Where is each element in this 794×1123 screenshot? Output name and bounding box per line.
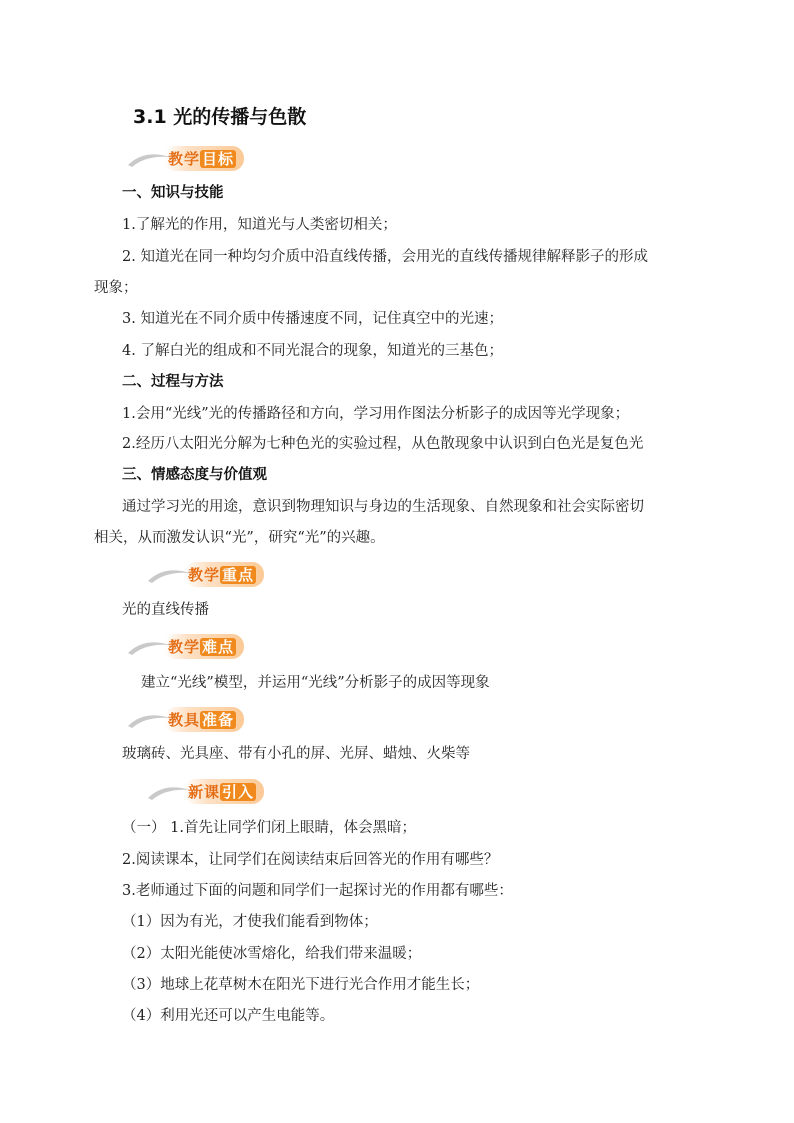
section-label: 教学 目标 (164, 146, 244, 171)
paragraph: 2. 知道光在同一种均匀介质中沿直线传播，会用光的直线传播规律解释影子的形成 (122, 249, 648, 265)
section-label: 教学 重点 (184, 562, 264, 587)
swoosh-icon (146, 780, 192, 802)
swoosh-icon (126, 635, 172, 657)
section-banner-key (146, 561, 264, 587)
paragraph: （3）地球上花草树木在阳光下进行光合作用才能生长； (122, 977, 480, 993)
paragraph: 3. 知道光在不同介质中传播速度不同，记住真空中的光速； (122, 311, 503, 327)
paragraph: 相关，从而激发认识“光”，研究“光”的兴趣。 (94, 530, 385, 546)
section-label: 教学 难点 (164, 634, 244, 659)
section-banner-tools (126, 706, 244, 732)
paragraph: 3.老师通过下面的问题和同学们一起探讨光的作用都有哪些： (122, 883, 513, 899)
section-banner-intro (146, 778, 264, 804)
swoosh-icon (146, 563, 192, 585)
paragraph: 玻璃砖、光具座、带有小孔的屏、光屏、蜡烛、火柴等 (122, 746, 470, 762)
paragraph: （4）利用光还可以产生电能等。 (122, 1008, 335, 1024)
heading-knowledge: 一、知识与技能 (122, 185, 224, 201)
paragraph: 通过学习光的用途，意识到物理知识与身边的生活现象、自然现象和社会实际密切 (122, 499, 644, 515)
paragraph: 4. 了解白光的组成和不同光混合的现象，知道光的三基色； (122, 343, 503, 359)
paragraph: 2.经历八太阳光分解为七种色光的实验过程，从色散现象中认识到白色光是复色光 (122, 436, 644, 452)
paragraph: （2）太阳光能使冰雪熔化，给我们带来温暖； (122, 946, 422, 962)
paragraph: 2.阅读课本，让同学们在阅读结束后回答光的作用有哪些？ (122, 852, 499, 868)
paragraph: （一） 1.首先让同学们闭上眼睛，体会黑暗； (122, 820, 416, 836)
paragraph: 1.了解光的作用，知道光与人类密切相关； (122, 217, 397, 233)
section-label: 教具 准备 (164, 707, 244, 732)
paragraph: 光的直线传播 (122, 602, 209, 618)
heading-process: 二、过程与方法 (122, 374, 224, 390)
paragraph: 1.会用“光线”光的传播路径和方向，学习用作图法分析影子的成因等光学现象； (122, 406, 630, 422)
section-label: 新课 引入 (184, 779, 264, 804)
swoosh-icon (126, 147, 172, 169)
page-title: 3.1 光的传播与色散 (133, 106, 307, 128)
section-banner-goals (126, 145, 244, 171)
heading-emotion: 三、情感态度与价值观 (122, 467, 267, 483)
paragraph: （1）因为有光，才使我们能看到物体； (122, 914, 378, 930)
paragraph: 建立“光线”模型，并运用“光线”分析影子的成因等现象 (141, 675, 490, 691)
swoosh-icon (126, 708, 172, 730)
section-banner-difficult (126, 633, 244, 659)
paragraph: 现象； (94, 280, 138, 296)
